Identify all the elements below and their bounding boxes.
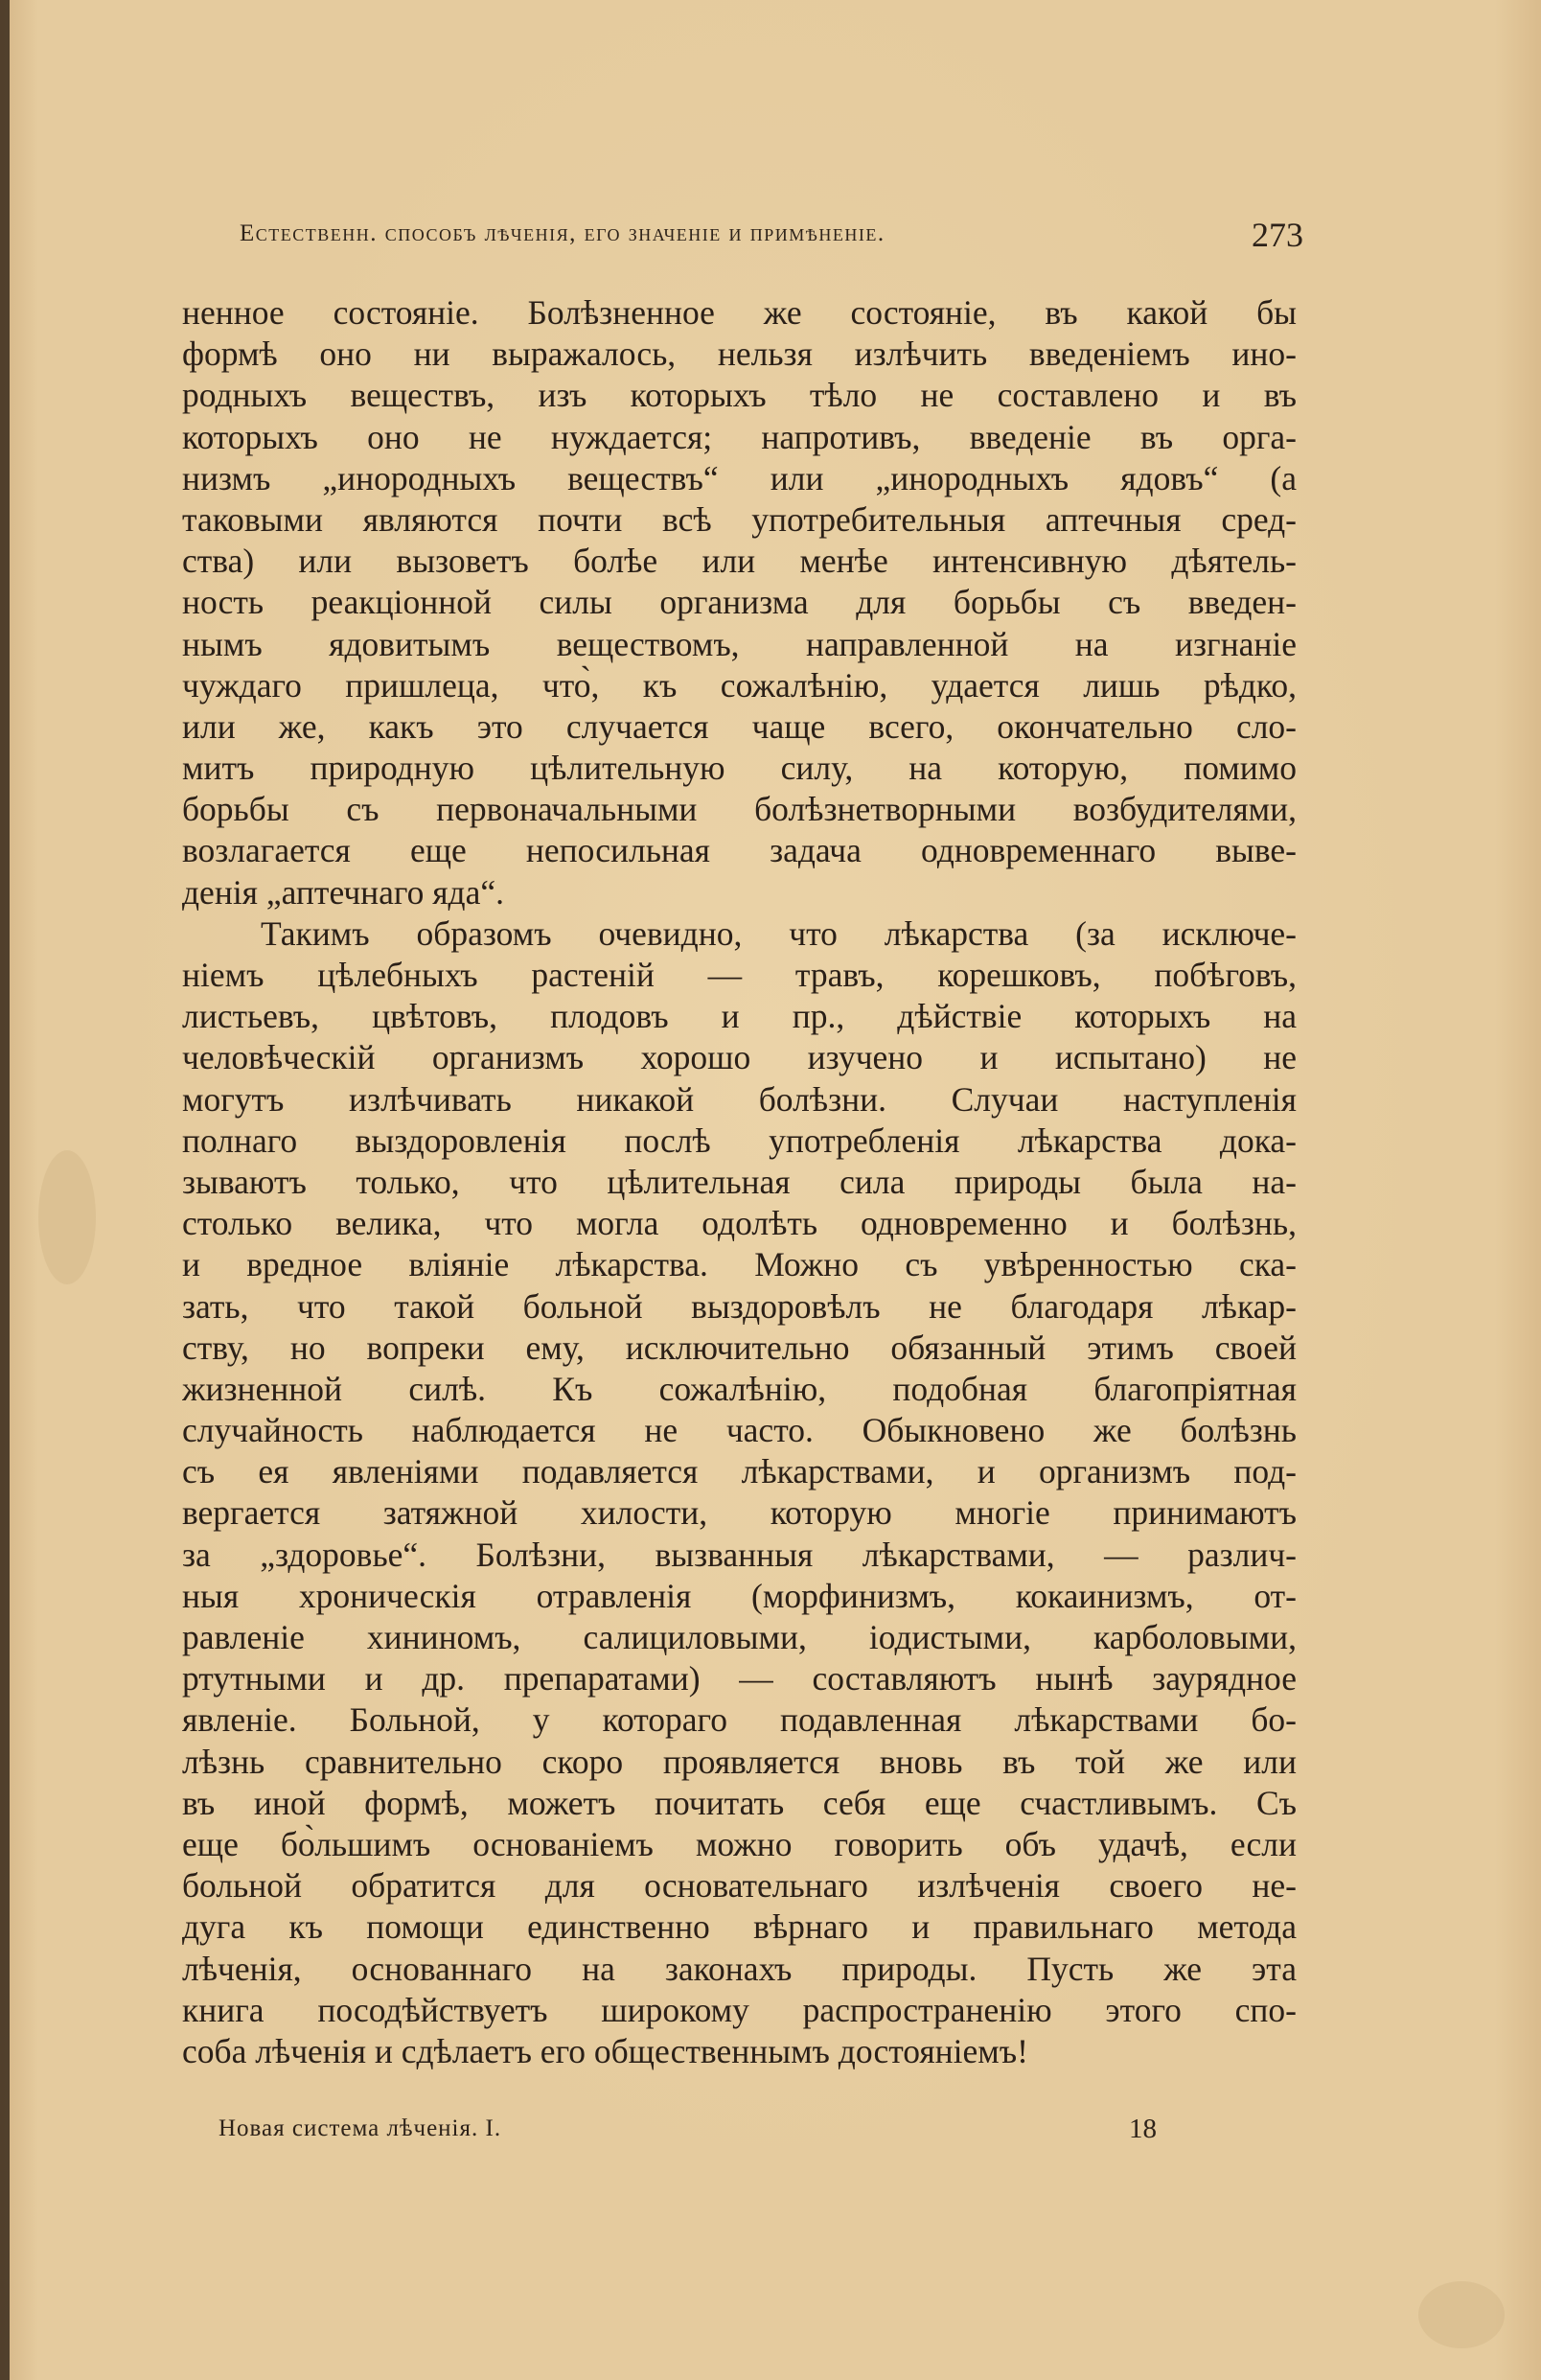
running-head: [182, 215, 1303, 257]
page-number: 273: [1252, 216, 1303, 254]
text-line: ныя хроническія отравленія (морфинизмъ, кокаинизмъ, от-: [182, 1576, 1297, 1615]
text-line: низмъ „инородныхъ веществъ“ или „инородныхъ ядовъ“ (а: [182, 458, 1297, 497]
text-line: борьбы съ первоначальными болѣзнетворными возбудителями,: [182, 790, 1297, 829]
text-line: денія „аптечнаго яда“.: [182, 872, 505, 912]
text-line: Такимъ образомъ очевидно, что лѣкарства (за исключе-: [261, 913, 1297, 953]
text-line: или же, какъ это случается чаще всего, окончательно сло-: [182, 706, 1297, 746]
text-line: случайность наблюдается не часто. Обыкновено же болѣзнь: [182, 1411, 1297, 1450]
text-line: жизненной силѣ. Къ сожалѣнію, подобная благопріятная: [182, 1369, 1297, 1408]
text-line: дуга къ помощи единственно вѣрнаго и правильнаго метода: [182, 1907, 1297, 1947]
text-line: соба лѣченія и сдѣлаетъ его общественнымъ достояніемъ!: [182, 2031, 1028, 2070]
text-line: и вредное вліяніе лѣкарства. Можно съ увѣренностью ска-: [182, 1245, 1297, 1284]
text-line: явленіе. Больной, у котораго подавленная лѣкарствами бо-: [182, 1700, 1297, 1740]
text-line: лѣченія, основаннаго на законахъ природы. Пусть же эта: [182, 1949, 1297, 1988]
text-line: формѣ оно ни выражалось, нельзя излѣчить введеніемъ ино-: [182, 335, 1297, 374]
text-line: таковыми являются почти всѣ употребительныя аптечныя сред-: [182, 499, 1297, 539]
text-line: книга посодѣйствуетъ широкому распространенію этого спо-: [182, 1990, 1297, 2029]
text-line: ству, но вопреки ему, исключительно обязанный этимъ своей: [182, 1328, 1297, 1367]
text-line: которыхъ оно не нуждается; напротивъ, введеніе въ орга-: [182, 417, 1297, 456]
text-line: ства) или вызоветъ болѣе или менѣе интенсивную дѣятель-: [182, 542, 1297, 581]
text-line: съ ея явленіями подавляется лѣкарствами, и организмъ под-: [182, 1452, 1297, 1491]
paper-stain: [38, 1150, 96, 1284]
text-line: столько велика, что могла одолѣть одновременно и болѣзнь,: [182, 1204, 1297, 1243]
text-line: листьевъ, цвѣтовъ, плодовъ и пр., дѣйствіе которыхъ на: [182, 997, 1297, 1036]
page-footer: [218, 2115, 1177, 2154]
text-line: зываютъ только, что цѣлительная сила природы была на-: [182, 1162, 1297, 1201]
running-title: Естественн. способъ лѣченія, его значеніе и примѣненіе.: [240, 220, 886, 246]
text-line: человѣческій организмъ хорошо изучено и испытано) не: [182, 1038, 1297, 1077]
page-edge-shadow: [0, 0, 10, 2380]
text-line: ніемъ цѣлебныхъ растеній — травъ, корешковъ, побѣговъ,: [182, 956, 1297, 994]
text-line: ность реакціонной силы организма для борьбы съ введен-: [182, 583, 1297, 622]
paper-stain: [1418, 2281, 1505, 2348]
text-line: больной обратится для основательнаго излѣченія своего не-: [182, 1866, 1297, 1906]
text-line: лѣзнь сравнительно скоро проявляется вновь въ той же или: [182, 1742, 1297, 1781]
text-line: митъ природную цѣлительную силу, на которую, помимо: [182, 749, 1297, 788]
text-line: зать, что такой больной выздоровѣлъ не благодаря лѣкар-: [182, 1286, 1297, 1326]
text-line: чуждаго пришлеца, что̀, къ сожалѣнію, удается лишь рѣдко,: [182, 665, 1297, 705]
text-line: равленіе хининомъ, салициловыми, іодистыми, карболовыми,: [182, 1618, 1297, 1656]
signature-title: Новая система лѣченія. I.: [218, 2115, 502, 2141]
text-line: за „здоровье“. Болѣзни, вызванныя лѣкарствами, — различ-: [182, 1535, 1297, 1574]
text-line: могутъ излѣчивать никакой болѣзни. Случаи наступленія: [182, 1079, 1297, 1119]
text-line: родныхъ веществъ, изъ которыхъ тѣло не составлено и въ: [182, 376, 1297, 415]
signature-number: 18: [1129, 2114, 1157, 2144]
text-line: еще бо̀льшимъ основаніемъ можно говорить объ удачѣ, если: [182, 1824, 1297, 1863]
text-line: вергается затяжной хилости, которую многіе принимаютъ: [182, 1493, 1297, 1533]
text-line: ртутными и др. препаратами) — составляютъ нынѣ заурядное: [182, 1659, 1297, 1698]
body-text: [182, 292, 1297, 2072]
text-line: въ иной формѣ, можетъ почитать себя еще счастливымъ. Съ: [182, 1783, 1297, 1822]
text-line: ненное состояніе. Болѣзненное же состояніе, въ какой бы: [182, 293, 1297, 332]
text-line: полнаго выздоровленія послѣ употребленія лѣкарства дока-: [182, 1121, 1297, 1160]
text-line: возлагается еще непосильная задача одновременнаго выве-: [182, 831, 1297, 870]
text-line: нымъ ядовитымъ веществомъ, направленной на изгнаніе: [182, 624, 1297, 663]
